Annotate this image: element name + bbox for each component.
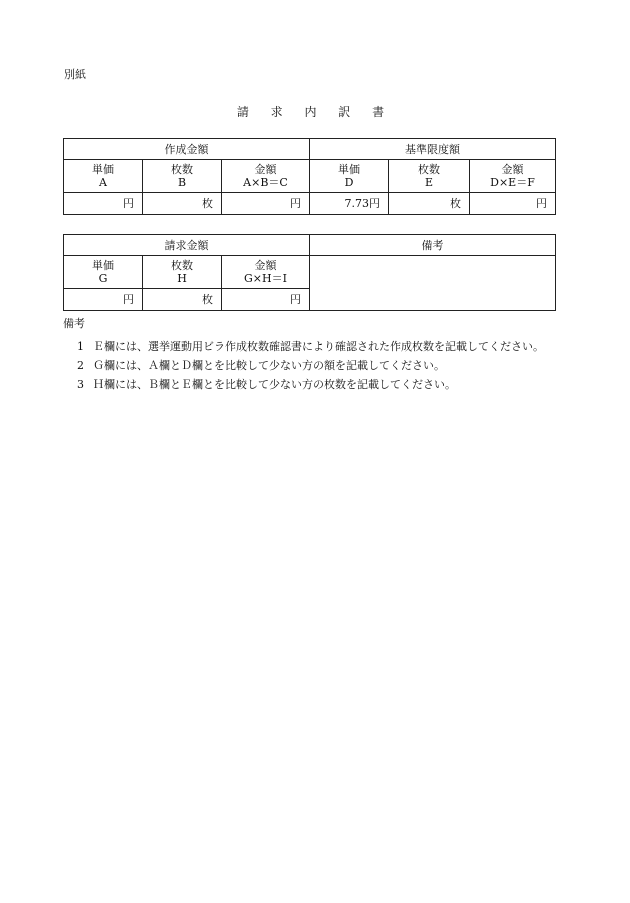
note-number: 3 bbox=[77, 378, 84, 391]
billing-amount-table bbox=[63, 234, 556, 311]
note-item bbox=[63, 337, 558, 356]
notes-heading: 備考 bbox=[63, 317, 85, 330]
column-header-i: 金額 G×H＝I bbox=[222, 256, 310, 289]
column-header-b: 枚数 B bbox=[143, 160, 222, 193]
value-cell-g: 円 bbox=[64, 289, 143, 311]
page-label: 別紙 bbox=[64, 68, 86, 81]
column-header-f: 金額 D×E＝F bbox=[470, 160, 556, 193]
value-cell-c: 円 bbox=[222, 193, 310, 215]
note-number: 2 bbox=[77, 359, 84, 372]
remarks-cell bbox=[310, 256, 556, 311]
value-cell-a: 円 bbox=[64, 193, 143, 215]
column-header-c: 金額 A×B＝C bbox=[222, 160, 310, 193]
column-header-a: 単価 A bbox=[64, 160, 143, 193]
column-header-e: 枚数 E bbox=[389, 160, 470, 193]
note-text: Ｇ欄には、Ａ欄とＤ欄とを比較して少ない方の額を記載してください。 bbox=[93, 359, 445, 372]
creation-amount-header: 作成金額 bbox=[64, 139, 310, 160]
column-header-g: 単価 G bbox=[64, 256, 143, 289]
notes-section bbox=[63, 315, 558, 394]
note-text: Ｅ欄には、選挙運動用ビラ作成枚数確認書により確認された作成枚数を記載してください。 bbox=[93, 340, 544, 353]
billing-amount-header: 請求金額 bbox=[64, 235, 310, 256]
remarks-header: 備考 bbox=[310, 235, 556, 256]
note-number: 1 bbox=[77, 340, 84, 353]
value-cell-f: 円 bbox=[470, 193, 556, 215]
column-header-h: 枚数 H bbox=[143, 256, 222, 289]
value-cell-e: 枚 bbox=[389, 193, 470, 215]
document-title: 請 求 内 訳 書 bbox=[236, 105, 394, 119]
note-item bbox=[63, 356, 558, 375]
note-text: Ｈ欄には、Ｂ欄とＥ欄とを比較して少ない方の枚数を記載してください。 bbox=[93, 378, 456, 391]
value-cell-i: 円 bbox=[222, 289, 310, 311]
value-cell-b: 枚 bbox=[143, 193, 222, 215]
column-header-d: 単価 D bbox=[310, 160, 389, 193]
value-cell-d: 7.73円 bbox=[310, 193, 389, 215]
value-cell-h: 枚 bbox=[143, 289, 222, 311]
note-item bbox=[63, 375, 558, 394]
creation-amount-table bbox=[63, 138, 556, 215]
standard-limit-header: 基準限度額 bbox=[310, 139, 556, 160]
